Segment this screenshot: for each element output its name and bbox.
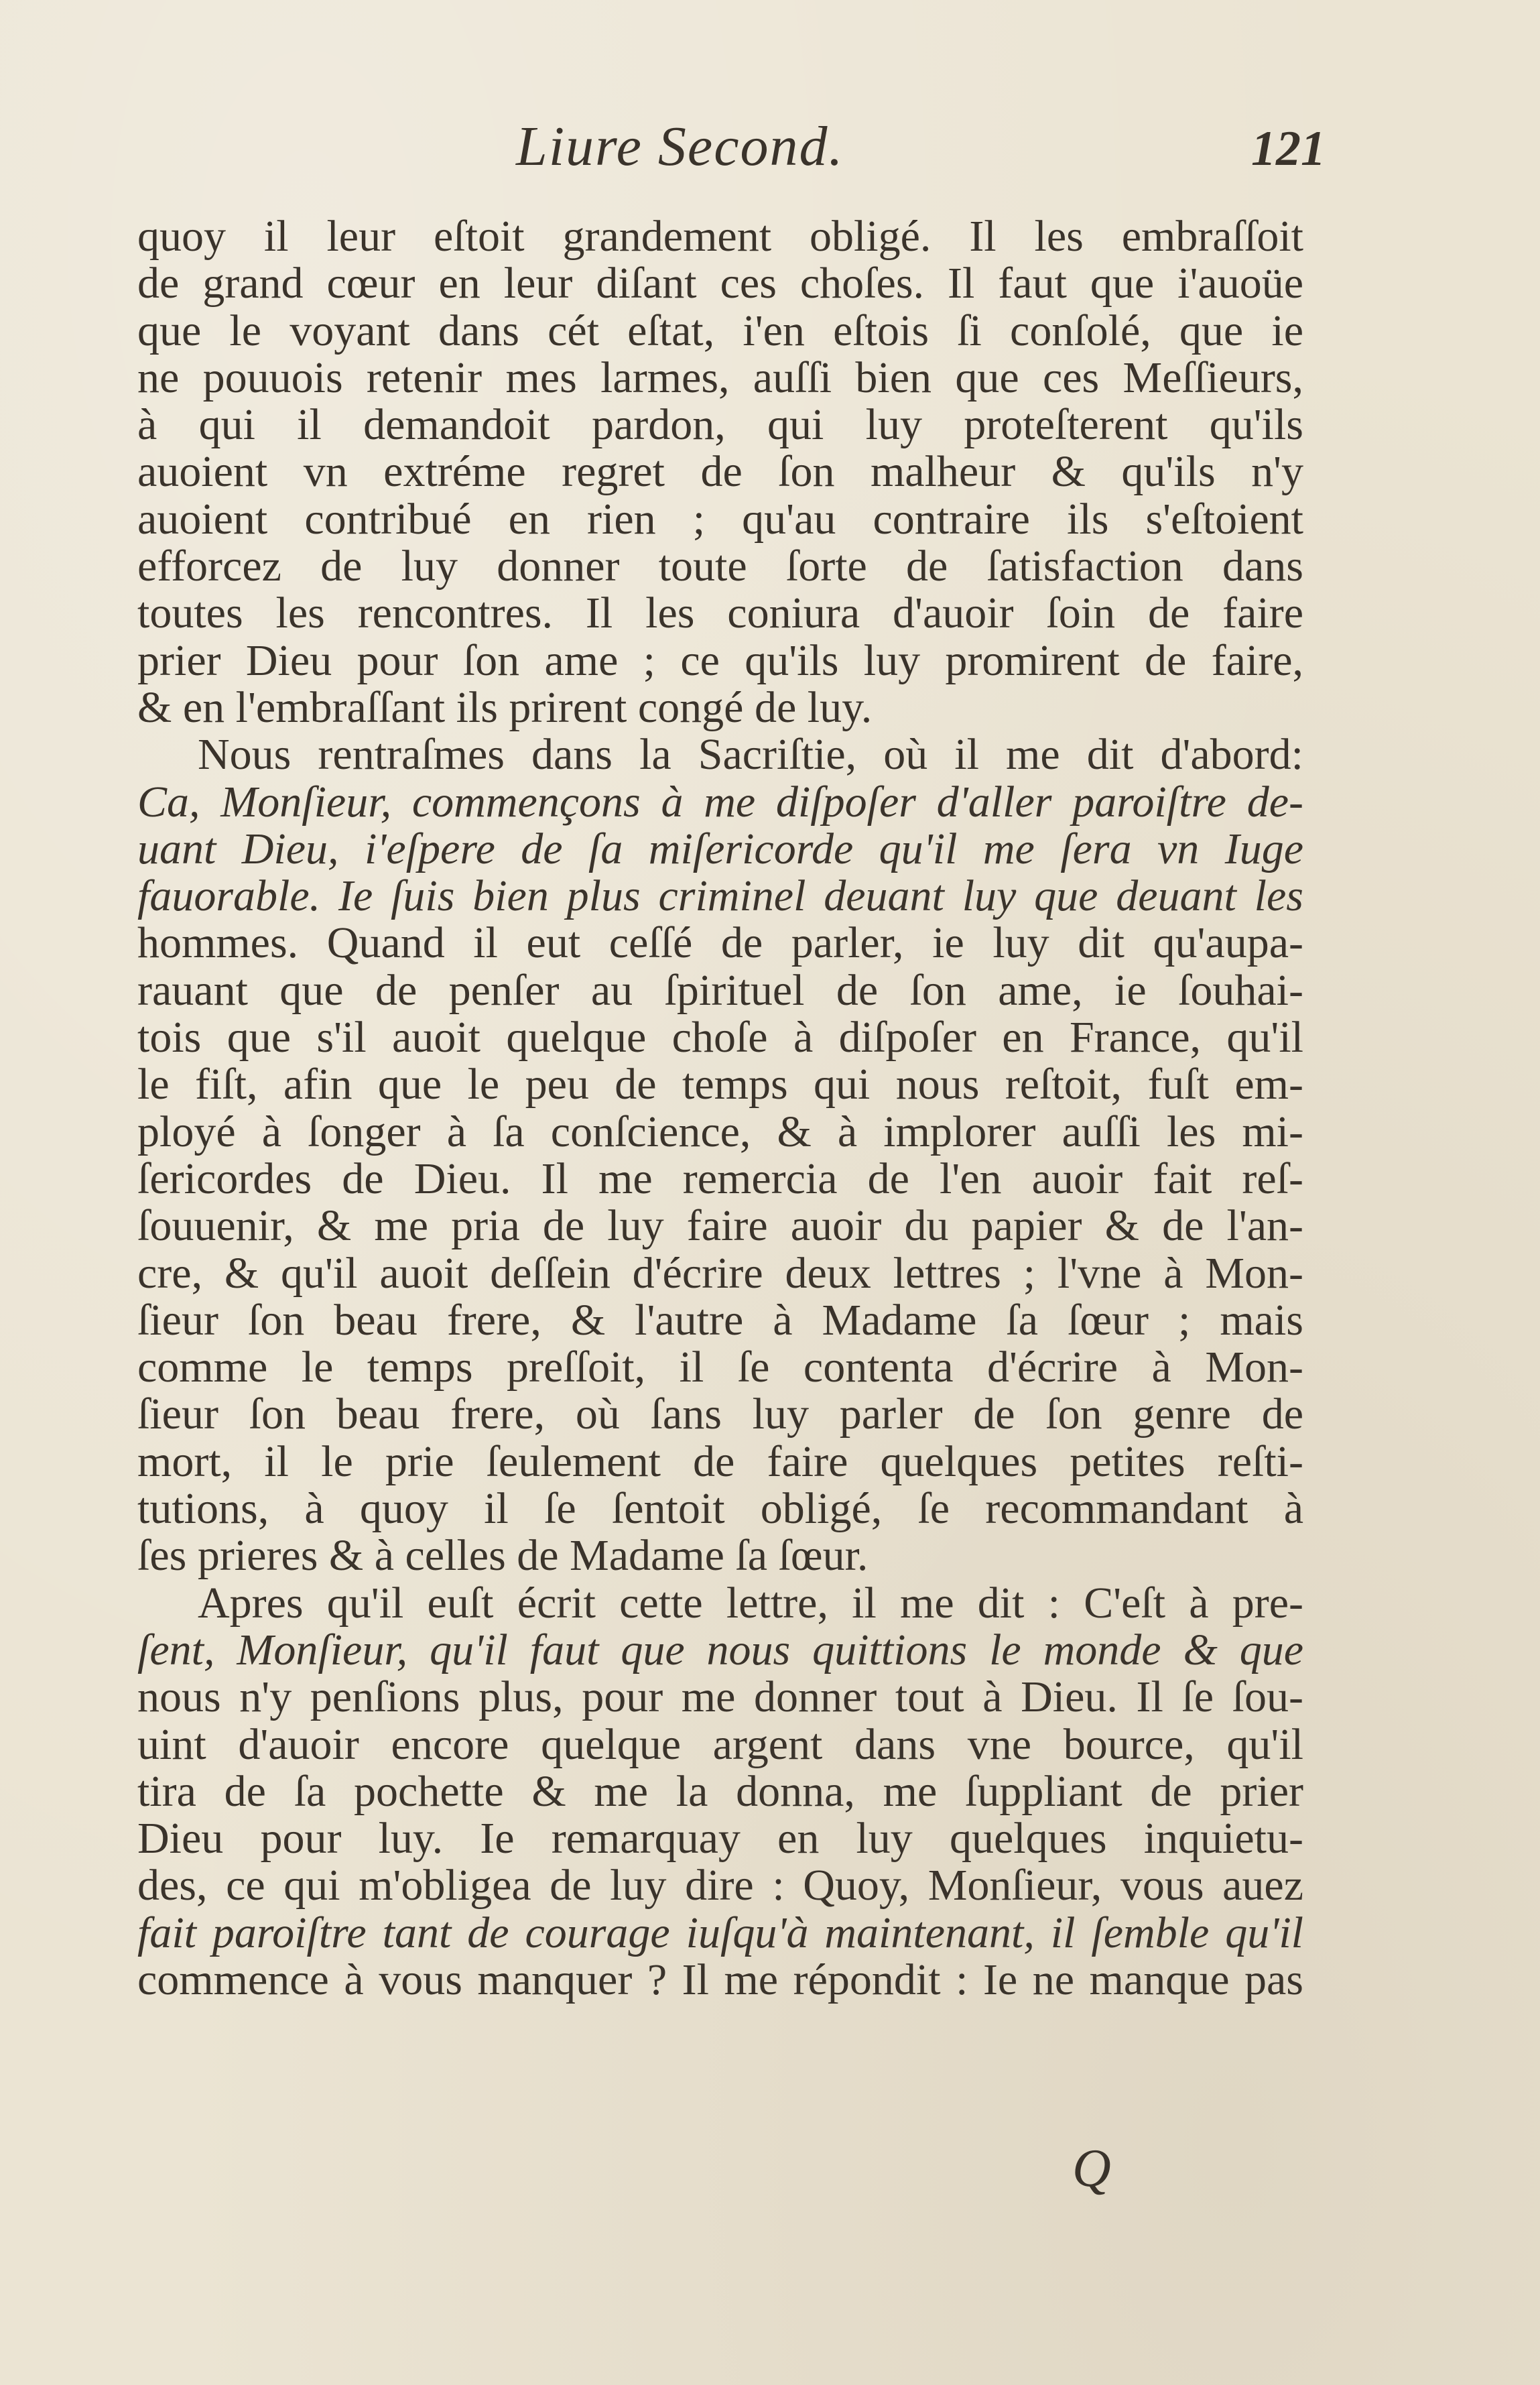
text-line: ſouuenir, & me pria de luy faire auoir du papier & de l'an- (137, 1201, 1303, 1251)
text-line: de grand cœur en leur diſant ces choſes. Il faut que i'auoüe (137, 259, 1303, 308)
text-line: Ca, Monſieur, commençons à me diſpoſer d'aller paroiſtre de- (137, 777, 1303, 827)
text-line: ſent, Monſieur, qu'il faut que nous quittions le monde & que (137, 1625, 1303, 1674)
text-line: ployé à ſonger à ſa conſcience, & à implorer auſſi les mi- (137, 1107, 1303, 1156)
text-line: le fiſt, afin que le peu de temps qui nous reſtoit, fuſt em- (137, 1060, 1303, 1109)
text-line: ne pouuois retenir mes larmes, auſſi bien que ces Meſſieurs, (137, 353, 1303, 402)
text-line: Dieu pour luy. Ie remarquay en luy quelques inquietu- (137, 1814, 1303, 1863)
text-line: rauant que de penſer au ſpirituel de ſon ame, ie ſouhai- (137, 965, 1303, 1015)
text-line: cre, & qu'il auoit deſſein d'écrire deux lettres ; l'vne à Mon- (137, 1248, 1303, 1298)
text-line: auoient vn extréme regret de ſon malheur & qu'ils n'y (137, 447, 1303, 497)
text-line: tira de ſa pochette & me la donna, me ſuppliant de prier (137, 1766, 1303, 1816)
text-line: à qui il demandoit pardon, qui luy proteſterent qu'ils (137, 400, 1303, 450)
text-line: hommes. Quand il eut ceſſé de parler, ie luy dit qu'aupa- (137, 918, 1303, 968)
text-line: auoient contribué en rien ; qu'au contraire ils s'eſtoient (137, 494, 1303, 544)
text-line: des, ce qui m'obligea de luy dire : Quoy, Monſieur, vous auez (137, 1861, 1303, 1910)
page-header (134, 114, 1326, 194)
text-line: mort, il le prie ſeulement de faire quelques petites reſti- (137, 1436, 1303, 1486)
text-line: uant Dieu, i'eſpere de ſa miſericorde qu'il me ſera vn Iuge (137, 824, 1303, 873)
text-line: comme le temps preſſoit, il ſe contenta d'écrire à Mon- (137, 1343, 1303, 1392)
text-line: ſericordes de Dieu. Il me remercia de l'en auoir fait reſ- (137, 1154, 1303, 1203)
text-line: fauorable. Ie ſuis bien plus criminel deuant luy que deuant les (137, 871, 1303, 921)
text-line: commence à vous manquer ? Il me répondit : Ie ne manque pas (137, 1955, 1303, 2004)
catchword: Q (1072, 2139, 1111, 2198)
text-line: uint d'auoir encore quelque argent dans vne bource, qu'il (137, 1719, 1303, 1769)
text-line: Nous rentraſmes dans la Sacriſtie, où il me dit d'abord: (198, 730, 1303, 780)
text-line: ſieur ſon beau frere, & l'autre à Madame ſa ſœur ; mais (137, 1295, 1303, 1345)
text-line: toutes les rencontres. Il les coniura d'auoir ſoin de faire (137, 589, 1303, 638)
text-line: que le voyant dans cét eſtat, i'en eſtois ſi conſolé, que ie (137, 306, 1303, 355)
text-line: tutions, à quoy il ſe ſentoit obligé, ſe recommandant à (137, 1484, 1303, 1534)
text-line: ſieur ſon beau frere, où ſans luy parler de ſon genre de (137, 1390, 1303, 1439)
text-line: efforcez de luy donner toute ſorte de ſatisfaction dans (137, 542, 1303, 591)
text-line: fait paroiſtre tant de courage iuſqu'à maintenant, il ſemble qu'il (137, 1908, 1303, 1957)
text-line: ſes prieres & à celles de Madame ſa ſœur. (137, 1531, 869, 1581)
text-line: nous n'y penſions plus, pour me donner tout à Dieu. Il ſe ſou- (137, 1672, 1303, 1722)
body-text (137, 213, 1303, 2004)
text-line: Apres qu'il euſt écrit cette lettre, il me dit : C'eſt à pre- (198, 1578, 1303, 1628)
running-title: Liure Second. (516, 115, 844, 178)
text-line: & en l'embraſſant ils prirent congé de luy. (137, 682, 873, 732)
page-number: 121 (1251, 121, 1326, 176)
text-line: quoy il leur eſtoit grandement obligé. Il les embraſſoit (137, 212, 1303, 261)
text-line: tois que s'il auoit quelque choſe à diſpoſer en France, qu'il (137, 1013, 1303, 1062)
text-line: prier Dieu pour ſon ame ; ce qu'ils luy promirent de faire, (137, 635, 1303, 685)
